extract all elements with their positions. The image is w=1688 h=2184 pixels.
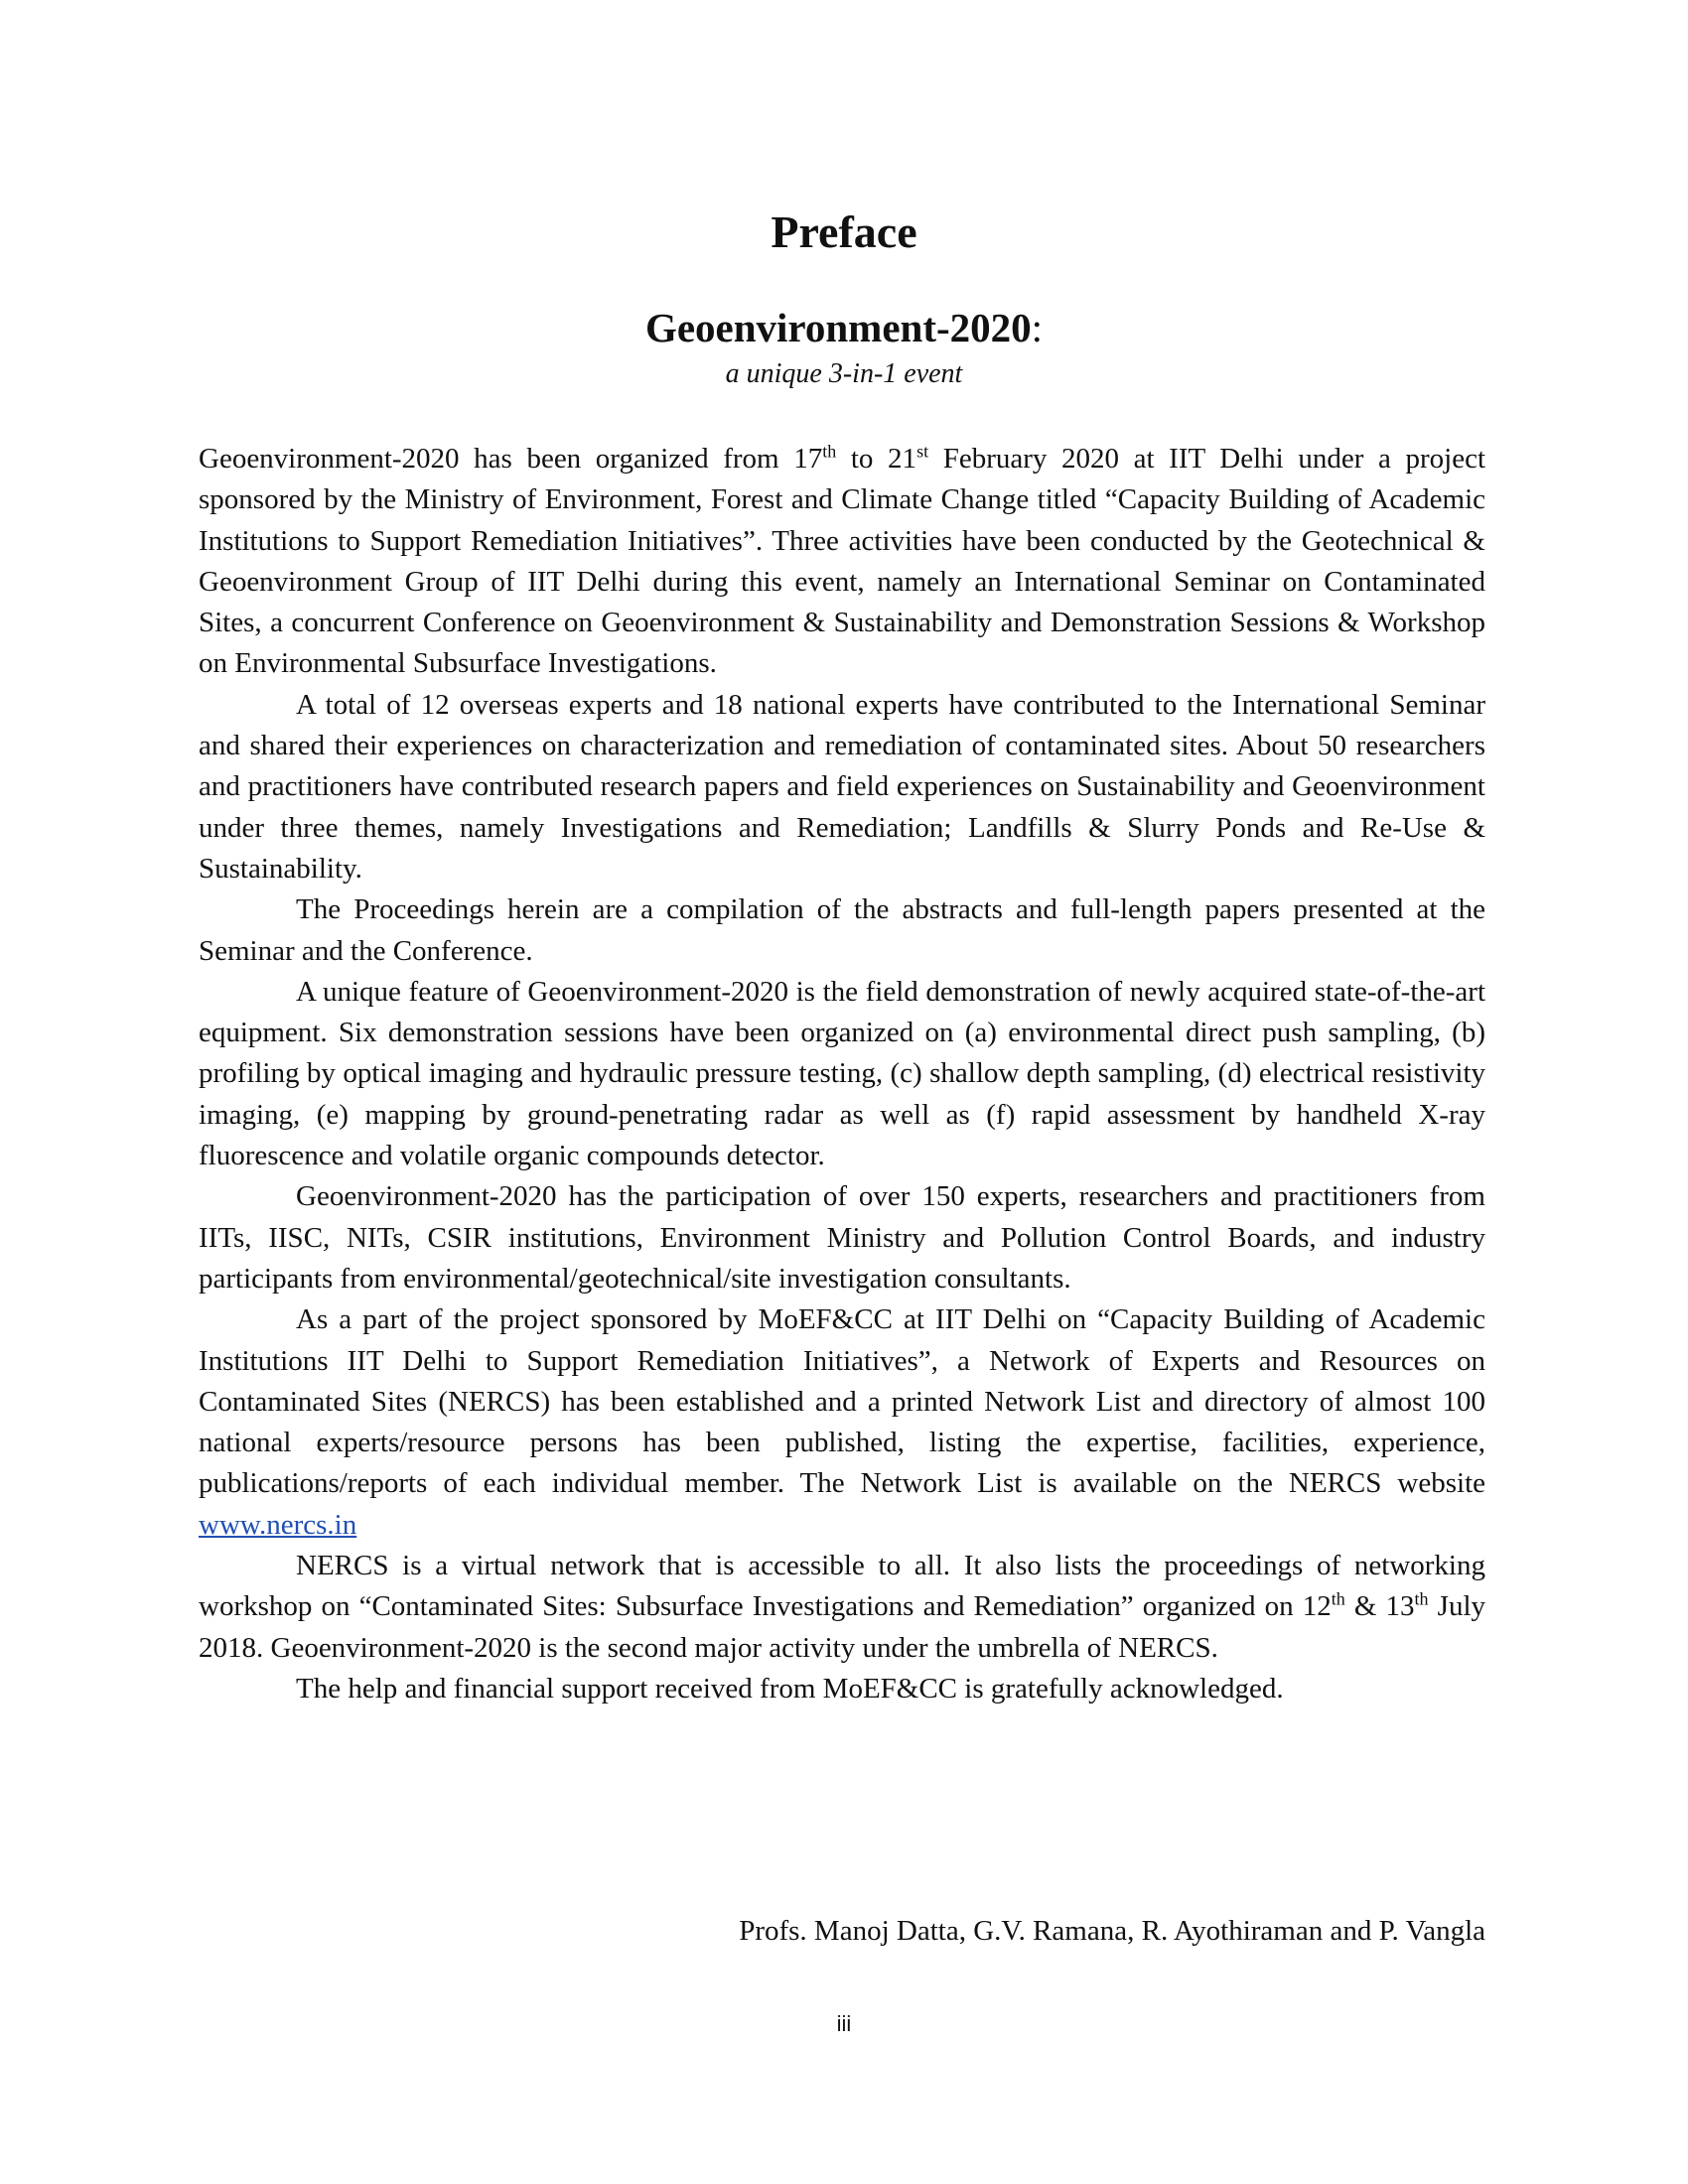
paragraph-3: The Proceedings herein are a compilation of the abstracts and full-length papers presented at the Seminar and the Conference. — [199, 893, 1485, 967]
superscript: th — [1414, 1588, 1429, 1609]
event-tagline: a unique 3-in-1 event — [725, 358, 963, 389]
superscript: st — [916, 441, 929, 462]
nercs-website-link[interactable]: www.nercs.in — [199, 1508, 357, 1541]
preface-body — [199, 439, 1485, 1709]
paragraph-5: Geoenvironment-2020 has the participation of over 150 experts, researchers and practitioners from IITs, IISC, NITs, CSIR institutions, Environment Ministry and Pollution Control Boards, and industry participants from environmental/geotechnical/site investigation consultants. — [199, 1180, 1485, 1295]
paragraph-2: A total of 12 overseas experts and 18 national experts have contributed to the International Seminar and shared their experiences on characterization and remediation of contaminated sites. About 50 researchers and practitioners have contributed research papers and field experiences on Sustainability and Geoenvironment under three themes, namely Investigations and Remediation; Landfills & Slurry Ponds and Re-Use & Sustainability. — [199, 688, 1485, 885]
page-number: iii — [836, 2011, 852, 2036]
paragraph-1: Geoenvironment-2020 has been organized from 17th to 21st February 2020 at IIT Delhi under a project sponsored by the Ministry of Environment, Forest and Climate Change titled “Capacity Building of Academic Institutions to Support Remediation Initiatives”. Three activities have been conducted by the Geotechnical & Geoenvironment Group of IIT Delhi during this event, namely an International Seminar on Contaminated Sites, a concurrent Conference on Geoenvironment & Sustainability and Demonstration Sessions & Workshop on Environmental Subsurface Investigations. — [199, 441, 1486, 680]
superscript: th — [1331, 1588, 1345, 1609]
event-title-colon: : — [1031, 305, 1044, 350]
event-title-text: Geoenvironment-2020 — [644, 305, 1032, 350]
page-title: Preface — [771, 206, 917, 257]
paragraph-6: As a part of the project sponsored by MoEF&CC at IIT Delhi on “Capacity Building of Academic Institutions IIT Delhi to Support Remediation Initiatives”, a Network of Experts and Resources on Contaminated Sites (NERCS) has been established and a printed Network List and directory of almost 100 national experts/resource persons has been published, listing the expertise, facilities, experience, publications/reports of each individual member. The Network List is available on the NERCS website www.nercs.in — [199, 1303, 1485, 1541]
author-signature: Profs. Manoj Datta, G.V. Ramana, R. Ayothiraman and P. Vangla — [739, 1915, 1485, 1947]
event-title — [0, 303, 1688, 352]
paragraph-4: A unique feature of Geoenvironment-2020 is the field demonstration of newly acquired state-of-the-art equipment. Six demonstration sessions have been organized on (a) environmental direct push sampling, (b) profiling by optical imaging and hydraulic pressure testing, (c) shallow depth sampling, (d) electrical resistivity imaging, (e) mapping by ground-penetrating radar as well as (f) rapid assessment by handheld X-ray fluorescence and volatile organic compounds detector. — [199, 975, 1485, 1172]
paragraph-8: The help and financial support received from MoEF&CC is gratefully acknowledged. — [296, 1672, 1284, 1705]
superscript: th — [822, 441, 837, 462]
paragraph-7: NERCS is a virtual network that is accessible to all. It also lists the proceedings of networking workshop on “Contaminated Sites: Subsurface Investigations and Remediation” organized on 12th & 13th July 2018. Geoenvironment-2020 is the second major activity under the umbrella of NERCS. — [199, 1550, 1486, 1664]
